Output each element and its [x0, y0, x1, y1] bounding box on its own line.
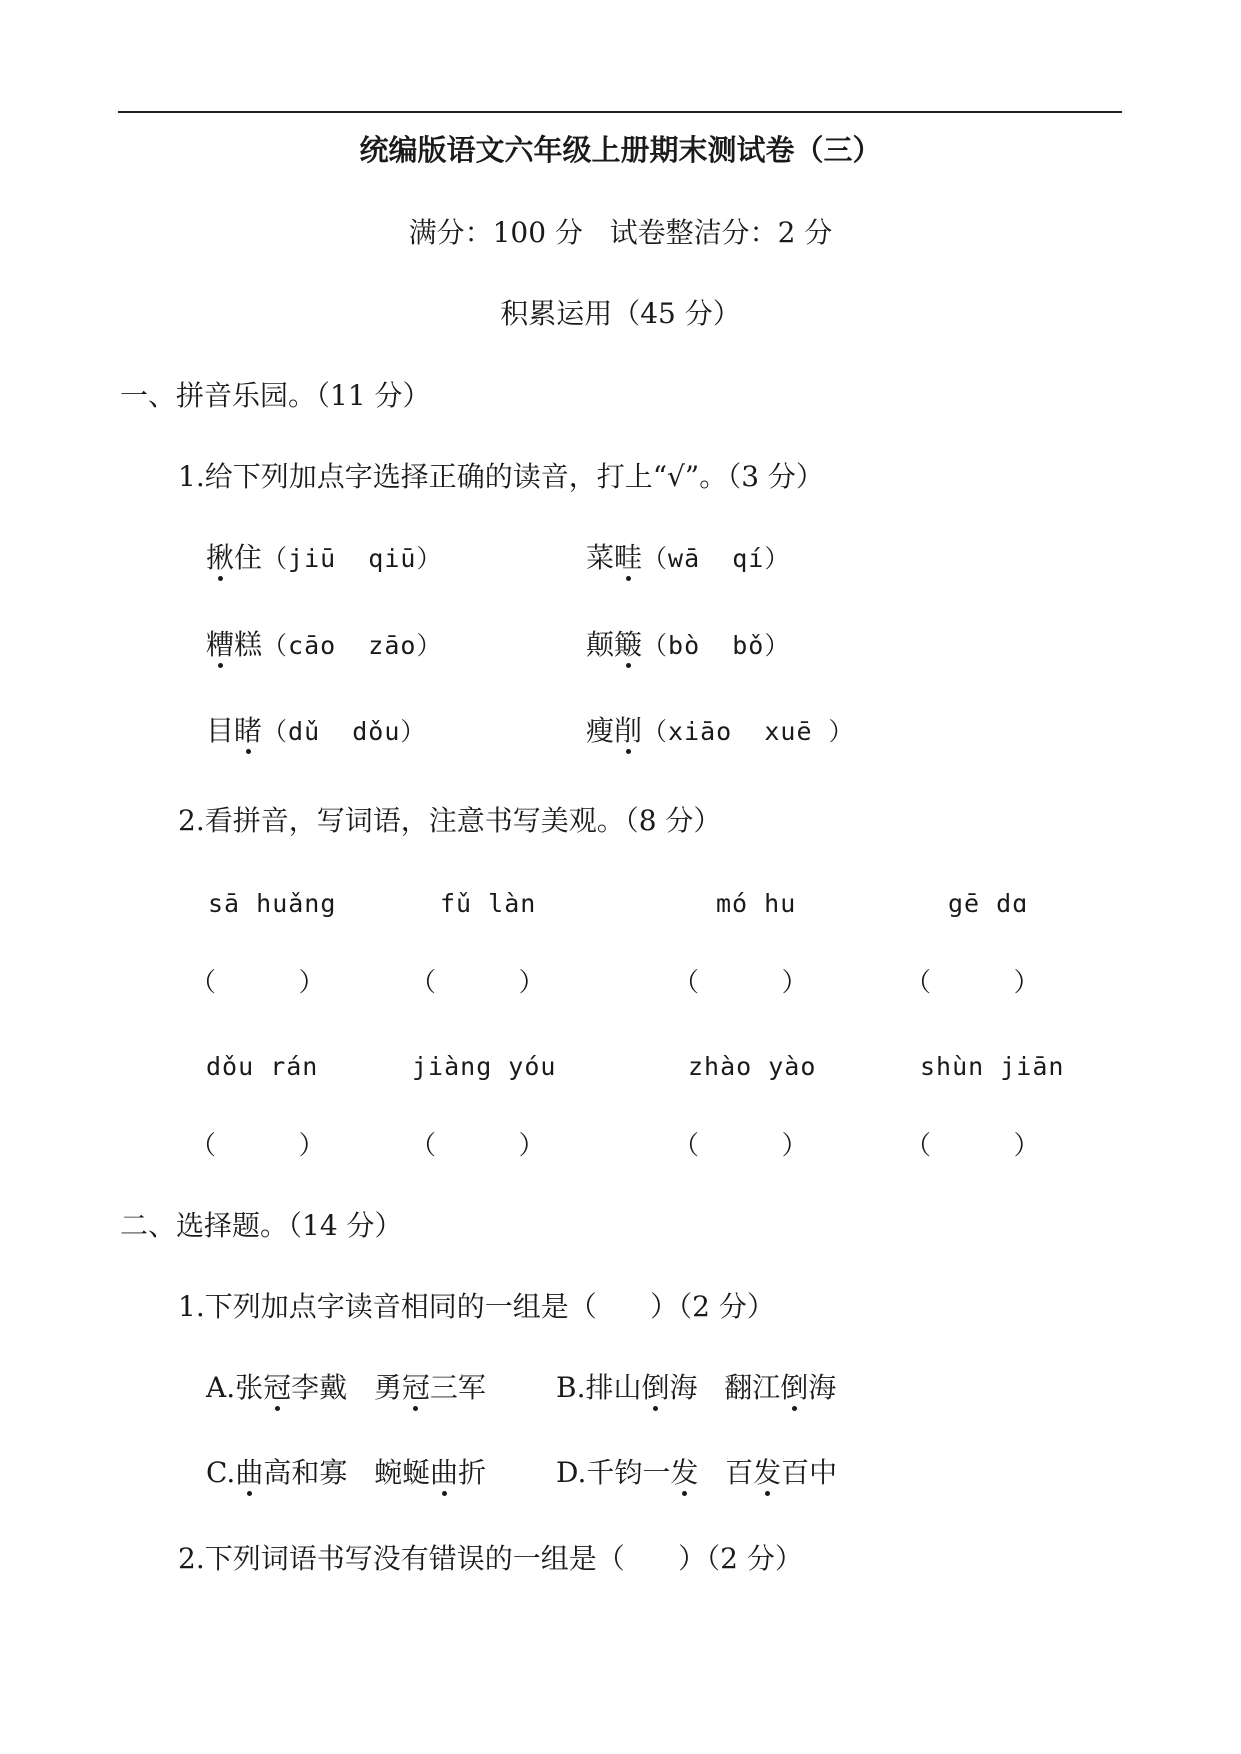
pinyin-prompt: shùn jiān [920, 1052, 1065, 1081]
pinyin-prompt: mó hu [716, 889, 797, 918]
answer-blank[interactable]: （ ） [673, 1131, 808, 1161]
pinyin-choice-item: 颠簸（bò bǒ） [586, 628, 791, 661]
section-header: 积累运用（45 分） [500, 297, 741, 330]
score-line: 满分：100 分 试卷整洁分：2 分 [408, 216, 833, 249]
option-c[interactable]: C.曲高和寡 蜿蜒曲折 [206, 1456, 487, 1489]
pinyin-choice-item: 糟糕（cāo zāo） [206, 628, 443, 661]
q2-stem: 2.看拼音，写词语，注意书写美观。（8 分） [178, 804, 722, 837]
pinyin-prompt: gē dɑ [948, 889, 1029, 918]
part1-heading: 一、拼音乐园。（11 分） [120, 379, 431, 412]
pinyin-prompt: sā huǎng [208, 889, 337, 918]
option-d[interactable]: D.千钧一发 百发百中 [556, 1456, 838, 1489]
pinyin-prompt: jiàng yóu [412, 1052, 557, 1081]
answer-blank[interactable]: （ ） [190, 968, 325, 998]
option-a[interactable]: A.张冠李戴 勇冠三军 [206, 1371, 486, 1404]
header-rule [118, 111, 1122, 113]
answer-blank[interactable]: （ ） [410, 968, 545, 998]
page-title: 统编版语文六年级上册期末测试卷（三） [359, 133, 882, 167]
answer-blank[interactable]: （ ） [905, 1131, 1040, 1161]
choice-q2-stem: 2.下列词语书写没有错误的一组是（ ）（2 分） [178, 1542, 803, 1575]
answer-blank[interactable]: （ ） [905, 968, 1040, 998]
answer-blank[interactable]: （ ） [190, 1131, 325, 1161]
option-b[interactable]: B.排山倒海 翻江倒海 [556, 1371, 837, 1404]
part2-heading: 二、选择题。（14 分） [120, 1209, 403, 1242]
q1-stem: 1.给下列加点字选择正确的读音，打上“√”。（3 分） [178, 460, 824, 493]
answer-blank[interactable]: （ ） [410, 1131, 545, 1161]
answer-blank[interactable]: （ ） [673, 968, 808, 998]
pinyin-choice-item: 揪住（jiū qiū） [206, 541, 443, 574]
pinyin-prompt: zhào yào [688, 1052, 817, 1081]
pinyin-prompt: dǒu rán [206, 1052, 319, 1081]
choice-q1-stem: 1.下列加点字读音相同的一组是（ ）（2 分） [178, 1290, 775, 1323]
pinyin-choice-item: 瘦削（xiāo xuē ） [586, 714, 855, 747]
pinyin-choice-item: 目睹（dǔ dǒu） [206, 714, 427, 747]
pinyin-choice-item: 菜畦（wā qí） [586, 541, 791, 574]
pinyin-prompt: fǔ làn [440, 889, 537, 918]
